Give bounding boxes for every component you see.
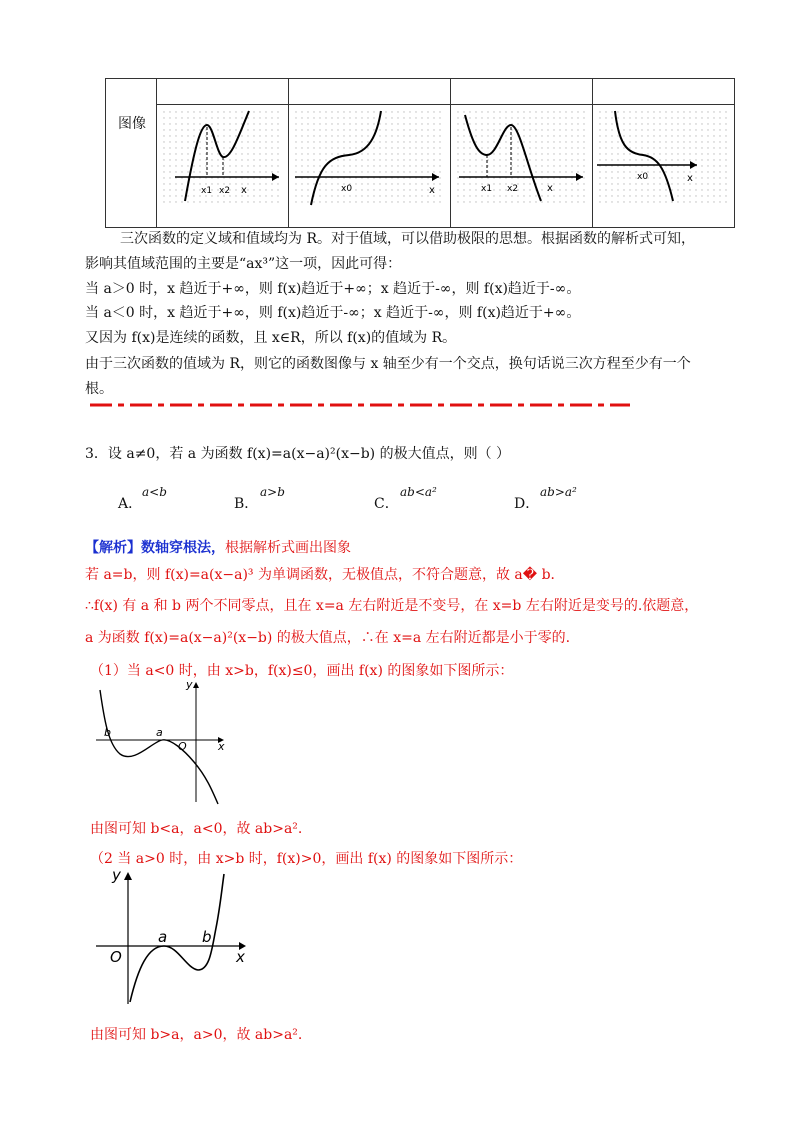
svg-text:x2: x2 bbox=[219, 186, 231, 196]
svg-text:b: b bbox=[104, 726, 111, 739]
svg-text:x: x bbox=[547, 183, 554, 194]
svg-text:x1: x1 bbox=[201, 186, 213, 196]
solution-tag: 【解析】数轴穿根法， bbox=[85, 540, 225, 556]
svg-text:x: x bbox=[236, 948, 245, 966]
question-stem: 3．设 a≠0，若 a 为函数 f(x)=a(x−a)²(x−b) 的极大值点，则（ ） bbox=[85, 446, 511, 462]
svg-text:O: O bbox=[178, 740, 187, 753]
solution-conclusion-1: 由图可知 b<a，a<0，故 ab>a². bbox=[90, 821, 303, 837]
svg-text:a: a bbox=[158, 928, 168, 946]
option-a-letter: A． bbox=[118, 496, 143, 512]
figure-case1 bbox=[90, 678, 230, 808]
intro-p4: 当 a＜0 时，x 趋近于+∞，则 f(x)趋近于-∞；x 趋近于-∞，则 f(x)趋近于+∞。 bbox=[85, 305, 581, 321]
solution-conclusion-2: 由图可知 b>a，a>0，故 ab>a². bbox=[90, 1027, 303, 1043]
svg-text:x: x bbox=[687, 173, 693, 184]
svg-text:b: b bbox=[202, 928, 212, 946]
option-b-letter: B． bbox=[234, 496, 259, 512]
solution-header bbox=[85, 537, 351, 557]
svg-text:a: a bbox=[156, 726, 163, 739]
section-divider bbox=[90, 400, 630, 410]
row-label: 图像 bbox=[118, 115, 146, 132]
intro-p3: 当 a＞0 时，x 趋近于+∞，则 f(x)趋近于+∞；x 趋近于-∞，则 f(x)趋近于-∞。 bbox=[85, 281, 581, 297]
svg-text:x0: x0 bbox=[637, 172, 649, 182]
option-c-letter: C． bbox=[374, 496, 399, 512]
option-b-expr: a>b bbox=[260, 485, 285, 499]
svg-text:O: O bbox=[110, 948, 122, 966]
option-d-letter: D． bbox=[514, 496, 540, 512]
intro-p2: 影响其值域范围的主要是“ax³”这一项，因此可得： bbox=[85, 256, 402, 272]
figure-case2 bbox=[92, 868, 262, 1008]
option-a-expr: a<b bbox=[142, 485, 167, 499]
solution-s3: a 为函数 f(x)=a(x−a)²(x−b) 的极大值点，∴在 x=a 左右附近都是小于零的. bbox=[85, 630, 571, 646]
solution-tag-rest: 根据解析式画出图象 bbox=[225, 540, 351, 556]
intro-p7: 根。 bbox=[85, 381, 113, 397]
svg-text:y: y bbox=[186, 678, 193, 691]
cubic-graph-table bbox=[105, 78, 735, 228]
svg-text:x: x bbox=[218, 740, 225, 753]
solution-case1: （1）当 a<0 时，由 x>b，f(x)≤0，画出 f(x) 的图象如下图所示： bbox=[90, 663, 514, 679]
svg-text:x: x bbox=[429, 185, 436, 196]
graph-a-positive-two-extrema bbox=[157, 105, 287, 223]
graph-a-negative-two-extrema bbox=[451, 105, 591, 223]
svg-text:x0: x0 bbox=[341, 184, 353, 194]
option-c-expr: ab<a² bbox=[400, 485, 437, 499]
intro-p6: 由于三次函数的值域为 R，则它的函数图像与 x 轴至少有一个交点，换句话说三次方程至少有一个 bbox=[85, 356, 691, 372]
option-d-expr: ab>a² bbox=[540, 485, 577, 499]
solution-case2: （2 当 a>0 时，由 x>b 时，f(x)>0，画出 f(x) 的图象如下图所示： bbox=[90, 851, 523, 867]
graph-a-positive-monotonic bbox=[289, 105, 449, 223]
graph-a-negative-monotonic bbox=[593, 105, 733, 223]
intro-p5: 又因为 f(x)是连续的函数，且 x∈R，所以 f(x)的值域为 R。 bbox=[85, 330, 457, 346]
svg-text:x2: x2 bbox=[507, 184, 519, 194]
solution-s1: 若 a=b，则 f(x)=a(x−a)³ 为单调函数，无极值点，不符合题意，故 a� b． bbox=[85, 567, 565, 583]
intro-p1: 三次函数的定义域和值域均为 R。对于值域，可以借助极限的思想。根据函数的解析式可知， bbox=[120, 231, 695, 247]
svg-text:x1: x1 bbox=[481, 184, 493, 194]
solution-s2: ∴f(x) 有 a 和 b 两个不同零点，且在 x=a 左右附近是不变号，在 x=b 左右附近是变号的.依题意， bbox=[85, 598, 699, 614]
svg-text:x: x bbox=[241, 185, 248, 196]
svg-text:y: y bbox=[112, 868, 121, 884]
